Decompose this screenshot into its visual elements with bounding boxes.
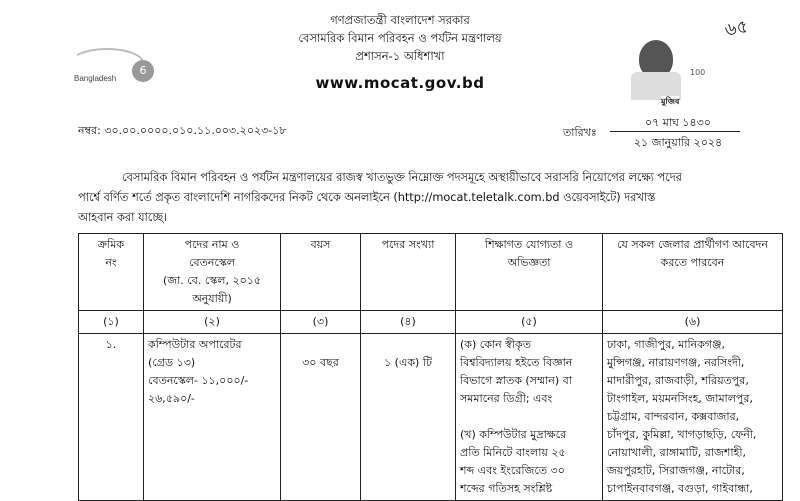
row-age: ৩০ বছর bbox=[281, 334, 361, 501]
date-divider bbox=[610, 131, 740, 132]
logo-mark: 6 bbox=[132, 60, 154, 82]
intro-line-2: পার্শ্বে বর্ণিত শর্তে প্রকৃত বাংলাদেশি নাগরিকদের নিকট থেকে অনলাইনে (http://mocat.teletalk.com.bd ওয়েবসাইটে) দরখাস্ত bbox=[78, 191, 656, 204]
intro-line-3: আহবান করা যাচ্ছে। bbox=[78, 211, 168, 224]
header-districts: যে সকল জেলার প্রার্থীগণ আবেদন করতে পারবেন bbox=[603, 234, 783, 311]
row-post: কম্পিউটার অপারেটর (গ্রেড ১৩) বেতনস্কেল- ১১,০০০/- ২৬,৫৯০/- bbox=[144, 334, 281, 501]
row-districts: ঢাকা, গাজীপুর, মানিকগঞ্জ, মুন্সিগঞ্জ, নারায়ণগঞ্জ, নরসিংদী, মাদারীপুর, রাজবাড়ী, শরিয়তপুর, টাংগাইল, ময়মনসিংহ, জামালপুর, চট্টগ্রাম, বান্দরবান, কক্সবাজার, চাঁদপুর, কুমিল্লা, খাগড়াছড়ি, ফেনী, নোয়াখালী, রাঙ্গামাটি, রাজশাহী, জয়পুরহাট, সিরাজগঞ্জ, নাটোর, চাপাইনবাবগঞ্জ, বগুড়া, গাইবান্ধা, bbox=[603, 334, 783, 501]
header-qualification: শিক্ষাগত যোগ্যতা ও অভিজ্ঞতা bbox=[456, 234, 603, 311]
table-header-row bbox=[79, 234, 783, 311]
row-count: ১ (এক) টি bbox=[361, 334, 456, 501]
table-row bbox=[79, 334, 783, 501]
header-serial: ক্রমিক নং bbox=[79, 234, 144, 311]
header-govt: গণপ্রজাতন্ত্রী বাংলাদেশ সরকার bbox=[330, 13, 470, 27]
portrait-logo bbox=[625, 38, 687, 106]
bangladesh-logo bbox=[70, 42, 160, 94]
handwritten-note: ৬৫ bbox=[723, 16, 750, 41]
index-cell: (২) bbox=[144, 311, 281, 334]
memo-number: নম্বর: ৩০.০০.০০০০.০১০.১১.০০৩.২০২৩-১৮ bbox=[78, 124, 287, 137]
header-post: পদের নাম ও বেতনস্কেল (জা. বে. স্কেল, ২০১৫ অনুযায়ী) bbox=[144, 234, 281, 311]
table-index-row bbox=[79, 311, 783, 334]
portrait-brand-text: মুজিব bbox=[661, 96, 679, 109]
centenary-badge: 100 bbox=[690, 68, 706, 77]
intro-line-1: বেসামরিক বিমান পরিবহন ও পর্যটন মন্ত্রণালয়ের রাজস্ব খাতভুক্ত নিম্নোক্ত পদসমূহে অস্থায়ীভাবে সরাসরি নিয়োগের লক্ষ্যে পদের bbox=[122, 171, 682, 184]
vacancy-table bbox=[78, 233, 783, 501]
header-age: বয়স bbox=[281, 234, 361, 311]
row-serial: ১. bbox=[79, 334, 144, 501]
date-english: ২১ জানুয়ারি ২০২৪ bbox=[633, 136, 723, 149]
header-section: প্রশাসন-১ অধিশাখা bbox=[355, 49, 445, 63]
header-count: পদের সংখ্যা bbox=[361, 234, 456, 311]
index-cell: (৫) bbox=[456, 311, 603, 334]
date-label: তারিখঃ bbox=[563, 126, 597, 139]
date-bangla: ০৭ মাঘ ১৪৩০ bbox=[645, 116, 711, 129]
header-website: www.mocat.gov.bd bbox=[315, 74, 485, 92]
logo-text: Bangladesh bbox=[74, 74, 117, 83]
index-cell: (৪) bbox=[361, 311, 456, 334]
header-ministry: বেসামরিক বিমান পরিবহন ও পর্যটন মন্ত্রণালয় bbox=[298, 31, 502, 45]
index-cell: (৩) bbox=[281, 311, 361, 334]
index-cell: (১) bbox=[79, 311, 144, 334]
row-qualification: (ক) কোন স্বীকৃত বিশ্ববিদ্যালয় হইতে বিজ্ঞান বিভাগে স্নাতক (সম্মান) বা সমমানের ডিগ্রী; এবং (খ) কম্পিউটার মুদ্রাক্ষরে প্রতি মিনিটে বাংলায় ২৫ শব্দ এবং ইংরেজিতে ৩০ শব্দের গতিসহ সংশ্লিষ্ট bbox=[456, 334, 603, 501]
index-cell: (৬) bbox=[603, 311, 783, 334]
